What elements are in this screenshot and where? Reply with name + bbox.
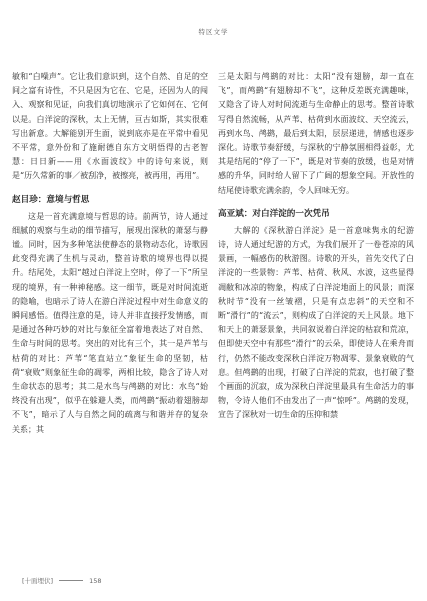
journal-name: [十面埋伏] (22, 577, 54, 585)
footer-rule (59, 580, 83, 581)
right-column (218, 70, 414, 423)
section-heading: 高亚斌：对白洋淀的一次凭吊 (218, 208, 330, 219)
section-heading: 赵目珍：意境与哲思 (12, 194, 90, 205)
paragraph: 大解的《深秋游白洋淀》是一首意味隽永的纪游诗，诗人通过纪游的方式，为我们展开了一卷苍凉的风景画，一幅感伤的秋游图。诗歌的开头，首先交代了白洋淀的一些景物：芦苇、枯荷、秋风、水波，这些显得凋敝和冰凉的物象，构成了白洋淀地面上的风景；而深秋时节“没有一丝皱褶，只是有点忠斜”的天空和不断“滑行”的“流云”，则构成了白洋淀的天上风景。地下和天上的萧瑟景象，共同叙说着白洋淀的枯寂和荒凉，但即使天空中有那些“滑行”的云朵，即使诗人在乘舟而行，仍然不能改变深秋白洋淀万物凋零、景象衰败的气息。但鸬鹚的出现，打破了白洋淀的荒寂，也打破了整个画面的沉寂，成为深秋白洋淀里最具有生命活力的事物，令诗人他们不由发出了一声“惊呼”。鸬鹚的发现，宣告了深秋对一切生命的压抑和禁 (218, 225, 414, 420)
page-header: 特区文学 (198, 28, 229, 36)
paragraph: 三是太阳与鸬鹚的对比：太阳“没有翅膀，却一直在飞”，而鸬鹚“有翅膀却不飞”，这种反差既充满趣味，又隐含了诗人对时间流逝与生命静止的思考。整首诗歌写得自然流畅，从芦苇、枯荷到水面波纹、天空流云，再到水鸟、鸬鹚，最后到太阳，层层递进，情感也逐步深化。诗歌节奏舒缓，与深秋的宁静氛围相得益彰，尤其是结尾的“停了一下”，既是对节奏的放缓，也是对情感的升华，同时给人留下了广阔的想象空间。开放性的结尾使诗歌充满余韵，令人回味无穷。 (218, 72, 414, 195)
paragraph: 敏和“白噪声”。它让我们意识到，这个自然、自足的空间之富有诗性，不只是因为它在、它是，还因为人的闯入、观察和见证，向我们真切地演示了它如何在、它何以是。白洋淀的深秋，太上无情，亘古如斯，其实很难写出新意。大解能别开生面，说到底亦是在平常中看见不平常，意外份和了施耐德自东方文明悟得的古老智慧：日日新——用《水面波纹》中的诗句来说，则是“历久常新的事／被刮净，被擦亮，被再用，再用”。 (12, 72, 208, 181)
paragraph: 这是一首充满意境与哲思的诗。前两节，诗人通过细腻的观察与生动的细节描写，展现出深秋的萧瑟与静谧。同时，因为多种笔法使静态的景物动态化，诗歌因此变得充满了生机与灵动，整首诗歌的境界也得以提升。结尾处，太阳“越过白洋淀上空时，停了一下”所呈现的境界，有一种神秘感。这一细节，既是对时间流逝的隐喻，也暗示了诗人在游白洋淀过程中对生命意义的瞬间感悟。值得注意的是，诗人并非直接抒发情感，而是通过各种巧妙的对比与象征全富着地表达了对自然、生命与时间的思考。突出的对比有三个，其一是芦苇与枯荷的对比：芦苇“笔直站立”象征生命的坚韧，枯荷“衰败”则象征生命的凋零，两相比较，隐含了诗人对生命状态的思考；其二是水鸟与鸬鹚的对比：水鸟“始终没有出现”，似乎在躲避人类，而鸬鹚“振动着翅膀却不飞”，暗示了人与自然之间的疏离与和谐并存的复杂关系；其 (12, 211, 208, 434)
left-column (12, 70, 208, 437)
page-number: 158 (89, 576, 102, 585)
page-footer (22, 576, 102, 585)
